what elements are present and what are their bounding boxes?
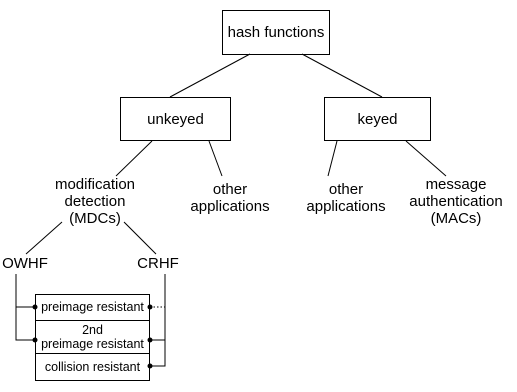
mdc-line-1: modification	[54, 176, 136, 193]
preimage-resistant-label: preimage resistant	[41, 300, 144, 314]
mac-line-2: authentication	[409, 193, 503, 210]
mdc-line-2: detection	[64, 193, 126, 210]
other-left-line-1: other	[212, 181, 248, 198]
second-preimage-line-2: preimage resistant	[41, 337, 144, 351]
edge-keyed-other	[328, 141, 337, 176]
crhf-bracket	[150, 274, 165, 366]
second-preimage-label	[36, 323, 149, 351]
other-right-line-2: applications	[306, 198, 386, 215]
mac-node	[398, 176, 514, 227]
collision-resistant-label: collision resistant	[44, 360, 141, 374]
keyed-label: keyed	[357, 111, 398, 128]
crhf-label: CRHF	[137, 255, 179, 272]
edge-unkeyed-other	[209, 141, 222, 176]
other-right-line-1: other	[328, 181, 364, 198]
hash-functions-label: hash functions	[227, 24, 325, 41]
edge-unkeyed-mdc	[116, 141, 152, 176]
second-preimage-line-1: 2nd	[82, 323, 103, 337]
mdc-node	[40, 176, 150, 227]
unkeyed-label: unkeyed	[147, 111, 204, 128]
other-applications-keyed	[296, 181, 396, 215]
other-left-line-2: applications	[190, 198, 270, 215]
edge-root-unkeyed	[170, 54, 250, 97]
mdc-line-3: (MDCs)	[69, 210, 121, 227]
mac-line-1: message	[425, 176, 487, 193]
edge-root-keyed	[302, 54, 382, 97]
edge-keyed-mac	[406, 141, 446, 176]
other-applications-unkeyed	[180, 181, 280, 215]
mac-line-3: (MACs)	[430, 210, 482, 227]
owhf-label: OWHF	[2, 255, 48, 272]
